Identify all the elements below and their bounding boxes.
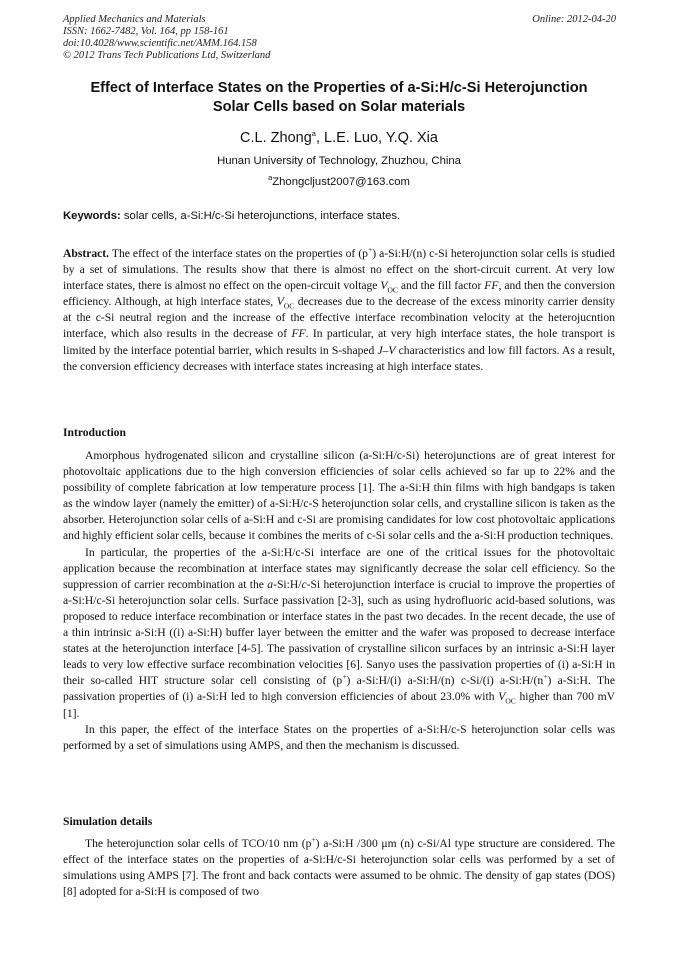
abstract-text: , and then the conversion efficiency. Although, at high interface states, [63, 279, 615, 309]
email-address: Zhongcljust2007@163.com [272, 176, 410, 188]
first-author: C.L. Zhong [240, 130, 312, 146]
voc-symbol: V [276, 295, 284, 309]
simulation-paragraph-1 [63, 836, 615, 900]
abstract-text: characteristics and low fill factors. As a result, the conversion efficiency decreases with interface states increasing at high interface states. [63, 343, 615, 373]
ff-symbol: FF [291, 327, 306, 341]
affiliation: Hunan University of Technology, Zhuzhou, China [217, 155, 461, 167]
superscript: + [543, 672, 548, 682]
abstract-text: and the fill factor [397, 279, 485, 293]
introduction-heading: Introduction [63, 426, 126, 439]
intro-text: -Si heterojunction interface is crucial to improve the properties of a-Si:H/c-Si heterojunction solar cells. Surface passivation [2-3], such as using hydrofluoric acid-based solutions, was proposed to reduce interface recombination or interface states in the past two decades. In the recent decade, the use of a thin intrinsic a-Si:H ((i) a-Si:H) buffer layer between the emitter and the wafer was proposed to decrease interface states at the heterojunction interface [4-5]. The passivation of crystalline silicon surfaces by an intrinsic a-Si:H layer leads to very low effective surface recombination velocities [6]. Sanyo uses the passivation properties of (i) a-Si:H in their so-called HIT structure solar cell consisting of (p [63, 577, 615, 688]
abstract-text: ) a-Si:H/(n) c-Si heterojunction solar cells is studied by a set of simulations. The results show that there is almost no effect on the short-circuit current. At very low interface states, there is almost no effect on the open-circuit voltage [63, 247, 615, 293]
abstract [63, 246, 615, 375]
italic-text: a [267, 577, 274, 591]
jv-symbol: J–V [377, 343, 396, 357]
voc-subscript: OC [387, 285, 398, 295]
online-date: Online: 2012-04-20 [532, 14, 616, 25]
paper-title [40, 79, 638, 117]
ff-symbol: FF [484, 279, 499, 293]
introduction-body [63, 448, 615, 754]
intro-text: -Si:H/ [273, 577, 302, 591]
copyright-line: © 2012 Trans Tech Publications Ltd, Switzerland [63, 50, 271, 61]
simulation-text: The heterojunction solar cells of TCO/10 nm (p [85, 837, 312, 850]
intro-text: ) a-Si:H. The passivation properties of (i) a-Si:H led to high conversion efficiencies of about 23.0% with [63, 674, 615, 704]
issn-line: ISSN: 1662-7482, Vol. 164, pp 158-161 [63, 26, 229, 37]
voc-subscript: OC [283, 301, 295, 311]
author-list [0, 130, 678, 146]
title-line-1: Effect of Interface States on the Properties of a-Si:H/c-Si Heterojunction [90, 80, 588, 96]
other-authors: , L.E. Luo, Y.Q. Xia [315, 130, 438, 146]
intro-paragraph-1: Amorphous hydrogenated silicon and crystalline silicon (a-Si:H/c-Si) heterojunctions are of great interest for photovoltaic applications due to the high conversion efficiencies of solar cells achieved so far up to 22% and the possibility of complete fabrication at low temperature process [1]. The a-Si:H thin films with high bandgaps is taken as the window layer (namely the emitter) of a-Si:H/c-S heterojunction solar cells, and crystalline silicon is taken as the absorber. Heterojunction solar cells of a-Si:H and c-Si are promising candidates for low cost photovoltaic applications and highly efficient solar cells, because it combines the merits of c-Si solar cells and the a-Si:H production techniques. [63, 449, 615, 543]
author-marker: a [311, 129, 316, 139]
title-line-2: Solar Cells based on Solar materials [212, 99, 466, 115]
abstract-text: decreases due to the decrease of the excess minority carrier density at the c-Si neutral region and the increase of the effective interface recombination velocity at the heterojucntion interface, which also results in the decrease of [63, 295, 615, 341]
abstract-text: The effect of the interface states on the properties of (p [109, 247, 368, 260]
intro-text: ) a-Si:H/(i) a-Si:H/(n) c-Si/(i) a-Si:H/(n [346, 674, 544, 688]
voc-symbol: V [380, 279, 388, 293]
superscript: + [311, 835, 316, 845]
simulation-text: ) a-Si:H /300 μm (n) c-Si/Al type structure are considered. The effect of the interface states on the properties of a-Si:H/c-Si heterojunction solar cells was performed by a set of simulations using AMPS [7]. The front and back contacts were assumed to be ohmic. The density of gap states (DOS) [8] adopted for a-Si:H is composed of two [63, 837, 615, 899]
intro-paragraph-2 [63, 545, 615, 722]
voc-subscript: OC [505, 696, 516, 706]
keywords [63, 210, 623, 222]
superscript: + [367, 245, 373, 255]
voc-symbol: V [498, 690, 506, 704]
simulation-heading: Simulation details [63, 815, 153, 828]
email-marker: a [268, 173, 273, 183]
journal-name: Applied Mechanics and Materials [63, 14, 206, 25]
abstract-label: Abstract. [63, 247, 110, 260]
keywords-text: solar cells, a-Si:H/c-Si heterojunctions, interface states. [120, 210, 401, 222]
doi-line: doi:10.4028/www.scientific.net/AMM.164.158 [63, 38, 257, 49]
intro-paragraph-3: In this paper, the effect of the interface States on the properties of a-Si:H/c-S heterojunction solar cells was performed by a set of simulations using AMPS, and then the mechanism is discussed. [63, 722, 615, 752]
simulation-body [63, 836, 615, 900]
email-line [0, 173, 678, 188]
journal-metadata [63, 14, 270, 62]
abstract-text: . In particular, at very high interface states, the hole transport is limited by the interface potential barrier, which results in S-shaped [63, 327, 615, 357]
intro-text: higher than 700 mV [1]. [63, 690, 615, 720]
italic-text: c [301, 577, 307, 591]
keywords-label: Keywords: [63, 210, 121, 222]
superscript: + [342, 672, 347, 682]
intro-text: In particular, the properties of the a-Si:H/c-Si interface are one of the critical issues for the photovoltaic application because the recombination at interface states may significantly decrease the solar cell efficiency. So the suppression of carrier recombination at the [63, 545, 615, 591]
